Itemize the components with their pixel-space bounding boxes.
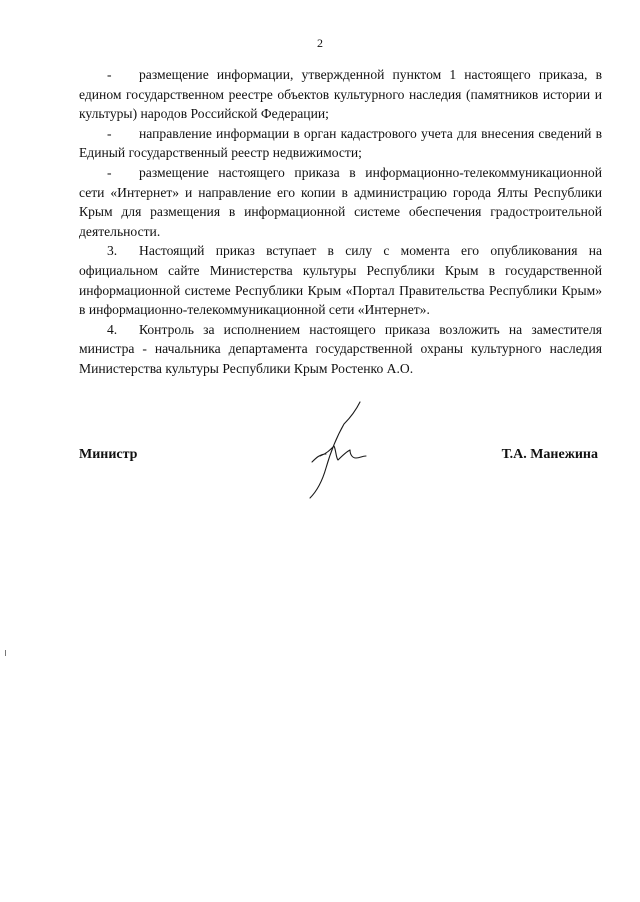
signatory-title: Министр	[79, 447, 138, 462]
paragraph-bullet-2	[79, 124, 602, 163]
paragraph-bullet-1	[79, 65, 602, 124]
bullet-marker: -	[107, 164, 112, 180]
paragraph-text: размещение информации, утвержденной пунктом 1 настоящего приказа, в едином государственном реестре объектов культурного наследия (памятников истории и культуры) народов Российской Федерации;	[79, 67, 602, 122]
item-number: 4.	[107, 321, 118, 337]
document-body	[79, 65, 602, 379]
handwritten-signature	[300, 398, 372, 502]
paragraph-text: Настоящий приказ вступает в силу с момента его опубликования на официальном сайте Министерства культуры Республики Крым в государственной информационной системе Республики Крым «Портал Правительства Республики Крым» в информационно-телекоммуникационной сети «Интернет».	[79, 243, 602, 318]
signatory-name: Т.А. Манежина	[501, 447, 598, 462]
scan-artifact	[5, 650, 6, 656]
paragraph-text: размещение настоящего приказа в информационно-телекоммуникационной сети «Интернет» и направление его копии в администрацию города Ялты Республики Крым для размещения в информационной системе обеспечения градостроительной деятельности.	[79, 164, 602, 239]
bullet-marker: -	[107, 67, 112, 82]
item-number: 3.	[107, 243, 118, 259]
paragraph-item-4	[79, 320, 602, 379]
page-number: 2	[317, 36, 323, 50]
bullet-marker: -	[107, 125, 112, 141]
paragraph-text: направление информации в орган кадастрового учета для внесения сведений в Единый государственный реестр недвижимости;	[79, 125, 602, 161]
paragraph-item-3	[79, 241, 602, 319]
paragraph-bullet-3	[79, 163, 602, 241]
paragraph-text: Контроль за исполнением настоящего приказа возложить на заместителя министра - начальника департамента государственной охраны культурного наследия Министерства культуры Республики Крым Ростенко А.О.	[79, 321, 602, 376]
